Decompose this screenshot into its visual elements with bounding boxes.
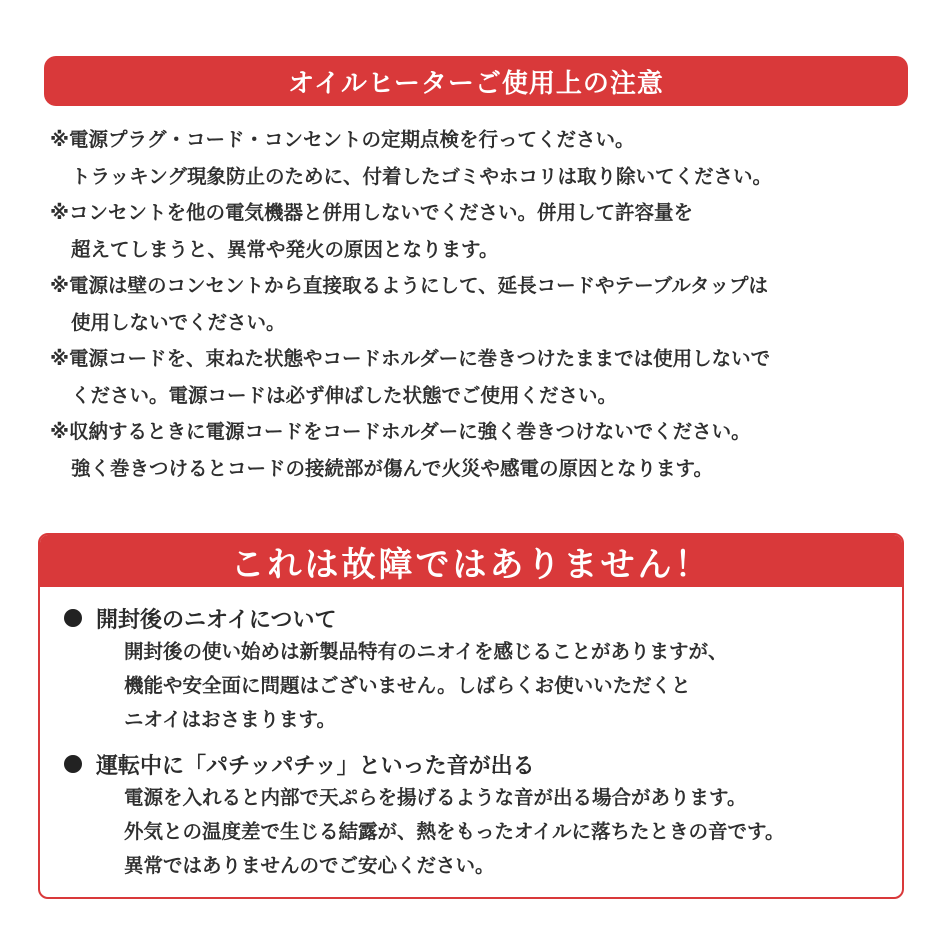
caution-line: ※収納するときに電源コードをコードホルダーに強く巻きつけないでください。 (50, 420, 751, 443)
notice-section-odor (64, 601, 894, 737)
notice-box (38, 533, 904, 899)
notice-line: 電源を入れると内部で天ぷらを揚げるような音が出る場合があります。 (124, 786, 747, 809)
caution-line: 使用しないでください。 (71, 310, 286, 334)
notice-section-noise (64, 747, 894, 883)
caution-line: ※電源は壁のコンセントから直接取るようにして、延長コードやテーブルタップは (50, 274, 769, 297)
notice-heading-text: 運転中に「パチッパチッ」といった音が出る (96, 753, 535, 779)
notice-heading (64, 601, 894, 635)
caution-title: オイルヒーターご使用上の注意 (288, 68, 664, 99)
caution-line: ※電源コードを、束ねた状態やコードホルダーに巻きつけたままでは使用しないで (50, 347, 771, 370)
bullet-icon (64, 609, 82, 627)
notice-heading-text: 開封後のニオイについて (96, 607, 337, 633)
caution-line: ※電源プラグ・コード・コンセントの定期点検を行ってください。 (50, 128, 635, 151)
caution-line: 超えてしまうと、異常や発火の原因となります。 (71, 237, 499, 261)
notice-line: 機能や安全面に問題はございません。しばらくお使いいただくと (124, 674, 691, 697)
caution-line: トラッキング現象防止のために、付着したゴミやホコリは取り除いてください。 (71, 164, 773, 188)
caution-banner (44, 56, 908, 106)
caution-line: ください。電源コードは必ず伸ばした状態でご使用ください。 (71, 383, 618, 407)
caution-line: 強く巻きつけるとコードの接続部が傷んで火災や感電の原因となります。 (71, 456, 713, 480)
caution-line: ※コンセントを他の電気機器と併用しないでください。併用して許容量を (50, 201, 693, 224)
notice-line: 開封後の使い始めは新製品特有のニオイを感じることがありますが、 (124, 640, 728, 663)
notice-line: 異常ではありませんのでご安心ください。 (124, 854, 495, 877)
notice-heading (64, 747, 894, 781)
bullet-icon (64, 755, 82, 773)
notice-header (40, 535, 902, 587)
caution-list (50, 122, 920, 487)
notice-line: ニオイはおさまります。 (124, 708, 336, 731)
notice-title: これは故障ではありません！ (230, 544, 712, 585)
notice-line: 外気との温度差で生じる結露が、熱をもったオイルに落ちたときの音です。 (124, 820, 785, 843)
